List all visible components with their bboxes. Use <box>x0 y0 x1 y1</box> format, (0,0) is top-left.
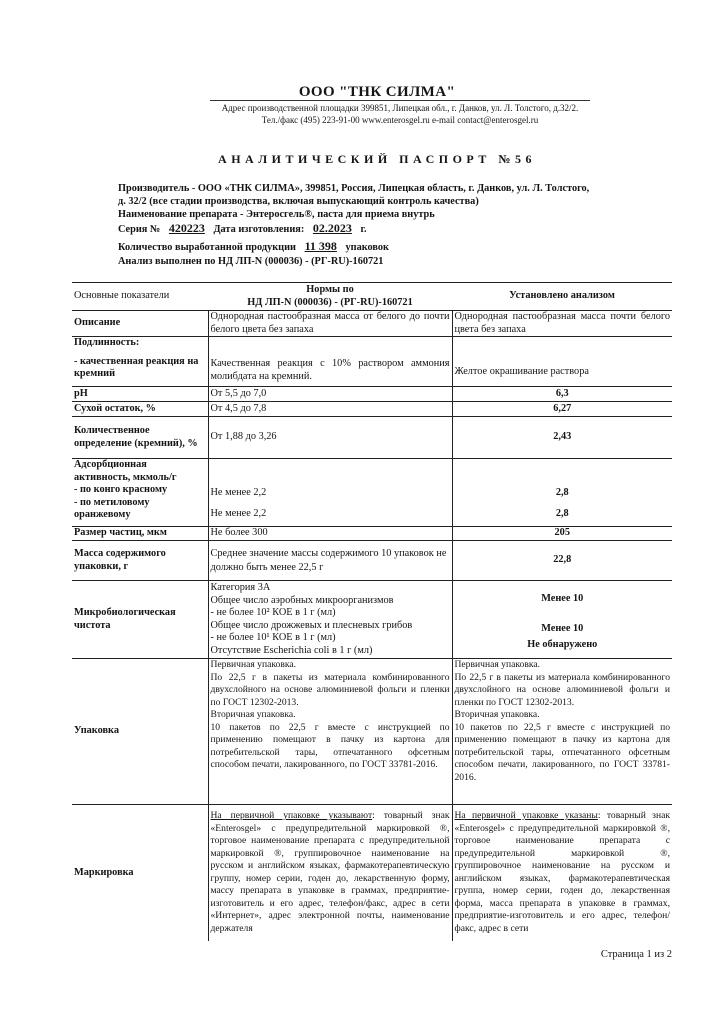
marking-norm-text: : товарный знак «Enterosgel» с предупредительной маркировкой ®, торговое наименование препарата с предупредительной маркировкой ®, группировочное наименование на русском и английском языках, фармакотерапевтическую группу, номер серии, годен до, лекарственную форму, массу препарата в упаковке в граммах, предприятие-изготовитель и его адрес, телефон/факс, адрес в сети «Интернет», адрес электронной почты, наименование держателя <box>210 810 450 934</box>
ph-result: 6,3 <box>452 387 672 402</box>
table-row-mass <box>72 541 672 581</box>
adsorption-methyl-label: - по метиловому оранжевому <box>74 496 150 520</box>
analysis-table <box>72 282 672 941</box>
adsorption-congo-norm: Не менее 2,2 <box>210 487 267 498</box>
microbiology-result-cell <box>452 581 672 659</box>
producer-line-1: Производитель - ООО «ТНК СИЛМА», 399851, Россия, Липецкая область, г. Данков, ул. Л. Толстого, <box>118 183 590 194</box>
particle-size-label: Размер частиц, мкм <box>72 527 208 541</box>
description-norm: Однородная пастообразная масса от белого до почти белого цвета без запаха <box>208 311 452 337</box>
quantitative-norm: От 1,88 до 3,26 <box>208 417 452 459</box>
marking-norm-cell <box>208 805 452 941</box>
company-address: Адрес производственной площадки 399851, Липецкая обл., г. Данков, ул. Л. Толстого, д.32/2. <box>221 103 579 113</box>
table-row-dry-residue <box>72 402 672 417</box>
series-line <box>118 222 674 236</box>
authenticity-norm: Качественная реакция с 10% раствором аммония молибдата на кремний. <box>208 337 452 387</box>
packing-primary-title: Первичная упаковка. <box>210 659 297 670</box>
quantity-value: 11 398 <box>304 239 337 253</box>
marking-result-text: : товарный знак «Enterosgel» с предупредительной маркировкой ®, торговое наименование препарата с предупредительной маркировкой ®, группировочное наименование на русском и английском языках, фармакотерапевтическая группа, номер серии, годен до, лекарственная форма, масса препарата в упаковке в граммах, предприятие-изготовитель и его адрес, телефон/факс, адрес в сети <box>454 810 670 934</box>
dry-residue-label: Сухой остаток, % <box>72 402 208 417</box>
packing-label: Упаковка <box>72 659 208 805</box>
microbiology-label: Микробиологическая чистота <box>72 581 208 659</box>
header-rule <box>210 100 590 101</box>
adsorption-congo-result: 2,8 <box>555 487 569 498</box>
series-value: 420223 <box>168 221 205 235</box>
marking-label: Маркировка <box>72 805 208 941</box>
packing-result-primary-text: По 22,5 г в пакеты из материала комбинированного двухслойного на основе алюминиевой фольги и пленки по ГОСТ 12302-2013. <box>454 671 670 708</box>
header-norms <box>208 283 452 311</box>
mass-result: 22,8 <box>452 541 672 581</box>
microbiology-norm-cell <box>208 581 452 659</box>
mass-label: Масса содержимого упаковки, г <box>72 541 208 581</box>
header-result: Установлено анализом <box>452 283 672 311</box>
description-result: Однородная пастообразная масса почти белого цвета без запаха <box>452 311 672 337</box>
quantitative-result: 2,43 <box>452 417 672 459</box>
microbiology-aerobic-limit: - не более 10² КОЕ в 1 г (мл) <box>210 607 336 618</box>
packing-result-cell <box>452 659 672 805</box>
authenticity-label: Подлинность: <box>74 337 140 348</box>
authenticity-label-cell <box>72 337 208 387</box>
ph-norm: От 5,5 до 7,0 <box>208 387 452 402</box>
analysis-basis: Анализ выполнен по НД ЛП-N (000036) - (РГ-RU)-160721 <box>118 256 384 267</box>
page-number: Страница 1 из 2 <box>600 949 672 960</box>
microbiology-yeast-limit: - не более 10¹ КОЕ в 1 г (мл) <box>210 632 336 643</box>
packing-result-secondary-title: Вторичная упаковка. <box>454 709 540 720</box>
authenticity-sub-label: - качественная реакция на кремний <box>74 355 199 379</box>
table-row-description <box>72 311 672 337</box>
quantity-line <box>118 240 674 254</box>
marking-norm-lead: На первичной упаковке указывают <box>210 810 373 822</box>
producer-line-2: д. 32/2 (все стадии производства, включая выпускающий контроль качества) <box>118 196 479 207</box>
adsorption-norm-cell <box>208 459 452 527</box>
quantity-unit: упаковок <box>345 242 389 253</box>
table-row-packing <box>72 659 672 805</box>
adsorption-methyl-norm: Не менее 2,2 <box>210 507 267 519</box>
particle-size-result: 205 <box>452 527 672 541</box>
mass-norm: Среднее значение массы содержимого 10 упаковок не должно быть менее 22,5 г <box>208 541 452 581</box>
header-indicators: Основные показатели <box>72 283 208 311</box>
adsorption-label-cell <box>72 459 208 527</box>
date-value: 02.2023 <box>312 221 352 235</box>
packing-norm-cell <box>208 659 452 805</box>
series-label: Серия № <box>118 224 161 235</box>
dry-residue-result: 6,27 <box>452 402 672 417</box>
company-contacts: Тел./факс (495) 223-91-00 www.enterosgel.ru e-mail contact@enterosgel.ru <box>261 115 539 125</box>
drug-name: Наименование препарата - Энтеросгель®, паста для приема внутрь <box>118 209 435 220</box>
description-label: Описание <box>72 311 208 337</box>
table-row-quantitative <box>72 417 672 459</box>
quantity-label: Количество выработанной продукции <box>118 242 296 253</box>
packing-secondary-title: Вторичная упаковка. <box>210 709 296 720</box>
microbiology-aerobic-result: Менее 10 <box>541 593 584 604</box>
table-row-adsorption <box>72 459 672 527</box>
table-row-authenticity <box>72 337 672 387</box>
microbiology-category: Категория 3А <box>210 582 271 593</box>
packing-primary-text: По 22,5 г в пакеты из материала комбинированного двухслойного на основе алюминиевой фольги и пленки по ГОСТ 12302-2013. <box>210 671 450 708</box>
authenticity-result: Желтое окрашивание раствора <box>452 337 672 387</box>
header-norms-line2: НД ЛП-N (000036) - (РГ-RU)-160721 <box>247 296 413 308</box>
table-row-ph <box>72 387 672 402</box>
particle-size-norm: Не более 300 <box>208 527 452 541</box>
microbiology-ecoli: Отсутствие Escherichia coli в 1 г (мл) <box>210 644 373 656</box>
date-label: Дата изготовления: <box>213 224 305 235</box>
table-header-row <box>72 283 672 311</box>
adsorption-congo-label: - по конго красному <box>74 484 168 495</box>
header-norms-line1: Нормы по <box>306 284 354 295</box>
microbiology-aerobic: Общее число аэробных микроорганизмов <box>210 594 394 606</box>
passport-title: АНАЛИТИЧЕСКИЙ ПАСПОРТ №56 <box>218 152 536 166</box>
microbiology-yeast: Общее число дрожжевых и плесневых грибов <box>210 619 413 631</box>
table-row-particle-size <box>72 527 672 541</box>
adsorption-result-cell <box>452 459 672 527</box>
table-row-microbiology <box>72 581 672 659</box>
packing-secondary-text: 10 пакетов по 22,5 г вместе с инструкцией по применению помещают в пачку из картона для потребительской тары, отпечатанного офсетным способом печати, лакированного, по ГОСТ 33781-2016. <box>210 721 450 770</box>
company-name: ООО "ТНК СИЛМА" <box>298 84 456 100</box>
packing-result-primary-title: Первичная упаковка. <box>454 659 541 670</box>
ph-label: pH <box>72 387 208 402</box>
adsorption-label: Адсорбционная активность, мкмоль/г <box>74 459 177 483</box>
date-suffix: г. <box>360 224 367 235</box>
microbiology-yeast-result: Менее 10 <box>541 622 584 634</box>
marking-result-cell <box>452 805 672 941</box>
quantitative-label: Количественное определение (кремний), % <box>72 417 208 459</box>
adsorption-methyl-result: 2,8 <box>555 507 569 519</box>
marking-result-lead: На первичной упаковке указаны <box>454 810 598 822</box>
microbiology-ecoli-result: Не обнаружено <box>527 639 598 650</box>
dry-residue-norm: От 4,5 до 7,8 <box>208 402 452 417</box>
packing-result-secondary-text: 10 пакетов по 22,5 г вместе с инструкцией по применению помещают в пачку из картона для потребительской тары, отпечатанного офсетным способом печати, лакированного, по ГОСТ 33781-2016. <box>454 721 670 783</box>
table-row-marking <box>72 805 672 941</box>
